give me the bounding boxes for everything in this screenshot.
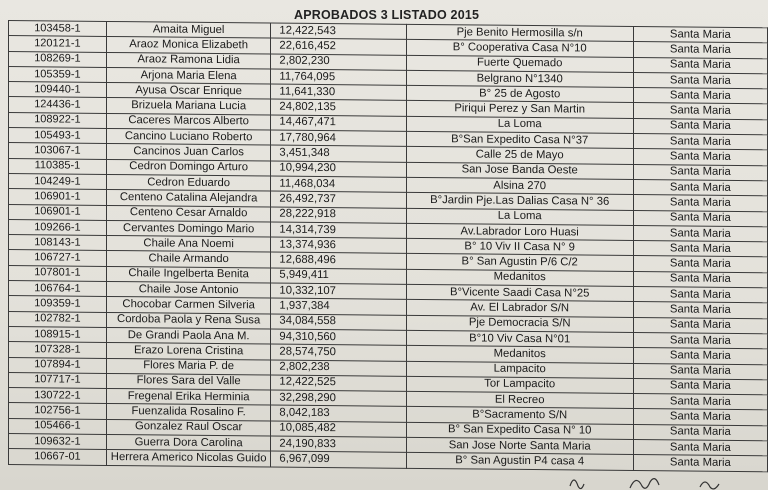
row-name: Guerra Dora Carolina — [106, 434, 271, 451]
row-city: Santa Maria — [633, 302, 767, 319]
row-city: Santa Maria — [633, 287, 767, 304]
row-name: Fuenzalida Rosalino F. — [106, 404, 271, 421]
row-address: Av. El Labrador S/N — [406, 300, 633, 317]
row-address: Av.Labrador Loro Huasi — [406, 223, 633, 240]
row-city: Santa Maria — [633, 440, 767, 457]
row-code: 109632-1 — [9, 434, 107, 450]
row-city: Santa Maria — [633, 27, 767, 44]
row-address: Belgrano N°1340 — [406, 70, 633, 87]
row-code: 108915-1 — [9, 326, 107, 342]
row-address: Tor Lampacito — [406, 376, 633, 393]
row-code: 105359-1 — [9, 66, 107, 82]
row-name: Chaile Jose Antonio — [106, 281, 271, 298]
row-code: 108922-1 — [9, 112, 107, 128]
row-city: Santa Maria — [633, 195, 767, 212]
row-code: 109359-1 — [9, 296, 107, 312]
row-code: 124436-1 — [9, 97, 107, 113]
row-city: Santa Maria — [633, 179, 767, 196]
row-name: Cedron Domingo Arturo — [106, 159, 271, 176]
row-address: B°10 Viv Casa N°01 — [406, 330, 633, 347]
row-code: 105466-1 — [9, 418, 107, 434]
row-dni: 11,641,330 — [271, 84, 406, 101]
row-name: Erazo Lorena Cristina — [106, 343, 271, 360]
row-address: Calle 25 de Mayo — [406, 147, 633, 164]
row-address: B°Jardin Pje.Las Dalias Casa N° 36 — [406, 193, 633, 210]
row-name: Araoz Ramona Lidia — [106, 52, 271, 69]
row-address: Pje Democracia S/N — [406, 315, 633, 332]
row-dni: 28,574,750 — [271, 344, 406, 361]
row-address: La Loma — [406, 208, 633, 225]
row-address: B° 25 de Agosto — [406, 86, 633, 103]
row-dni: 22,616,452 — [271, 38, 406, 55]
row-city: Santa Maria — [633, 164, 767, 181]
row-city: Santa Maria — [633, 378, 767, 395]
row-name: De Grandi Paola Ana M. — [106, 327, 271, 344]
approved-list-sheet — [0, 20, 768, 469]
row-address: B°Sacramento S/N — [406, 407, 633, 424]
row-city: Santa Maria — [633, 149, 767, 166]
row-code: 107801-1 — [9, 265, 107, 281]
row-city: Santa Maria — [633, 134, 767, 151]
row-code: 108269-1 — [9, 51, 107, 67]
row-dni: 24,802,135 — [271, 100, 406, 117]
row-dni: 12,688,496 — [271, 252, 406, 269]
row-dni: 11,764,095 — [271, 69, 406, 86]
row-address: Medanitos — [406, 269, 633, 286]
row-name: Gonzalez Raul Oscar — [106, 419, 271, 436]
document-title: APROBADOS 3 LISTADO 2015 — [294, 8, 480, 22]
row-code: 109440-1 — [9, 82, 107, 98]
row-name: Centeno Cesar Arnaldo — [106, 205, 271, 222]
row-dni: 2,802,230 — [271, 54, 406, 71]
row-city: Santa Maria — [633, 424, 767, 441]
row-code: 102756-1 — [9, 403, 107, 419]
table-body — [9, 21, 768, 472]
row-dni: 6,967,099 — [271, 451, 406, 468]
row-city: Santa Maria — [633, 42, 767, 59]
row-name: Amaita Miguel — [106, 21, 271, 38]
row-name: Ayusa Oscar Enrique — [106, 83, 271, 100]
row-name: Cancino Luciano Roberto — [106, 129, 271, 146]
row-dni: 1,937,384 — [271, 298, 406, 315]
row-dni: 5,949,411 — [271, 268, 406, 285]
row-code: 107894-1 — [9, 357, 107, 373]
approved-list-table — [8, 20, 768, 472]
row-dni: 28,222,918 — [271, 207, 406, 224]
row-dni: 10,994,230 — [271, 161, 406, 178]
row-address: Pje Benito Hermosilla s/n — [406, 24, 633, 41]
row-name: Araoz Monica Elizabeth — [106, 37, 271, 54]
row-name: Cedron Eduardo — [106, 174, 271, 191]
row-dni: 24,190,833 — [271, 436, 406, 453]
row-address: B°San Expedito Casa N°37 — [406, 131, 633, 148]
row-name: Chocobar Carmen Silveria — [106, 297, 271, 314]
row-dni: 32,298,290 — [271, 390, 406, 407]
row-city: Santa Maria — [633, 332, 767, 349]
row-code: 106901-1 — [9, 204, 107, 220]
row-address: Alsina 270 — [406, 177, 633, 194]
row-code: 105493-1 — [9, 128, 107, 144]
row-dni: 10,085,482 — [271, 421, 406, 438]
row-dni: 11,468,034 — [271, 176, 406, 193]
row-address: San Jose Banda Oeste — [406, 162, 633, 179]
handwritten-scribble — [560, 472, 740, 490]
row-city: Santa Maria — [633, 256, 767, 273]
row-dni: 13,374,936 — [271, 237, 406, 254]
row-address: B° 10 Viv II Casa N° 9 — [406, 238, 633, 255]
row-city: Santa Maria — [633, 241, 767, 258]
row-dni: 12,422,543 — [271, 23, 406, 40]
row-address: B°Vicente Saadi Casa N°25 — [406, 284, 633, 301]
row-code: 109266-1 — [9, 219, 107, 235]
row-address: Medanitos — [406, 346, 633, 363]
row-address: La Loma — [406, 116, 633, 133]
row-name: Flores Sara del Valle — [106, 373, 271, 390]
row-city: Santa Maria — [633, 103, 767, 120]
row-code: 120121-1 — [9, 36, 107, 52]
row-dni: 14,314,739 — [271, 222, 406, 239]
row-dni: 14,467,471 — [271, 115, 406, 132]
row-code: 106901-1 — [9, 189, 107, 205]
row-dni: 3,451,348 — [271, 145, 406, 162]
row-dni: 8,042,183 — [271, 405, 406, 422]
row-name: Caceres Marcos Alberto — [106, 113, 271, 130]
row-city: Santa Maria — [633, 72, 767, 89]
row-name: Centeno Catalina Alejandra — [106, 190, 271, 207]
row-address: B° San Expedito Casa N° 10 — [406, 422, 633, 439]
row-dni: 12,422,525 — [271, 375, 406, 392]
row-city: Santa Maria — [633, 317, 767, 334]
row-name: Chaile Ana Noemi — [106, 236, 271, 253]
row-code: 104249-1 — [9, 173, 107, 189]
row-dni: 17,780,964 — [271, 130, 406, 147]
row-city: Santa Maria — [633, 57, 767, 74]
row-name: Fregenal Erika Herminia — [106, 389, 271, 406]
row-name: Arjona Maria Elena — [106, 67, 271, 84]
row-name: Cordoba Paola y Rena Susa — [106, 312, 271, 329]
row-name: Chaile Armando — [106, 251, 271, 268]
row-city: Santa Maria — [633, 394, 767, 411]
row-code: 103458-1 — [9, 21, 107, 37]
row-dni: 34,084,558 — [271, 314, 406, 331]
row-address: San Jose Norte Santa Maria — [406, 437, 633, 454]
row-address: B° San Agustin P4 casa 4 — [406, 453, 633, 470]
row-dni: 26,492,737 — [271, 191, 406, 208]
row-dni: 10,332,107 — [271, 283, 406, 300]
row-city: Santa Maria — [633, 455, 767, 472]
row-address: Fuerte Quemado — [406, 55, 633, 72]
row-city: Santa Maria — [633, 271, 767, 288]
row-code: 108143-1 — [9, 235, 107, 251]
row-city: Santa Maria — [633, 118, 767, 135]
row-address: Piriqui Perez y San Martin — [406, 101, 633, 118]
row-address: Lampacito — [406, 361, 633, 378]
row-dni: 2,802,238 — [271, 360, 406, 377]
row-address: B° Cooperativa Casa N°10 — [406, 40, 633, 57]
row-city: Santa Maria — [633, 348, 767, 365]
row-address: El Recreo — [406, 391, 633, 408]
row-city: Santa Maria — [633, 225, 767, 242]
row-code: 107717-1 — [9, 372, 107, 388]
row-city: Santa Maria — [633, 363, 767, 380]
row-address: B° San Agustin P/6 C/2 — [406, 254, 633, 271]
row-code: 130722-1 — [9, 388, 107, 404]
row-dni: 94,310,560 — [271, 329, 406, 346]
row-code: 102782-1 — [9, 311, 107, 327]
row-code: 106727-1 — [9, 250, 107, 266]
row-name: Flores Maria P. de — [106, 358, 271, 375]
row-code: 110385-1 — [9, 158, 107, 174]
row-city: Santa Maria — [633, 409, 767, 426]
row-name: Chaile Ingelberta Benita — [106, 266, 271, 283]
row-city: Santa Maria — [633, 210, 767, 227]
row-name: Cervantes Domingo Mario — [106, 220, 271, 237]
row-code: 10667-01 — [9, 449, 107, 465]
row-city: Santa Maria — [633, 88, 767, 105]
row-name: Brizuela Mariana Lucia — [106, 98, 271, 115]
row-code: 106764-1 — [9, 281, 107, 297]
row-code: 107328-1 — [9, 342, 107, 358]
row-name: Cancinos Juan Carlos — [106, 144, 271, 161]
row-code: 103067-1 — [9, 143, 107, 159]
row-name: Herrera Americo Nicolas Guido — [106, 450, 271, 467]
